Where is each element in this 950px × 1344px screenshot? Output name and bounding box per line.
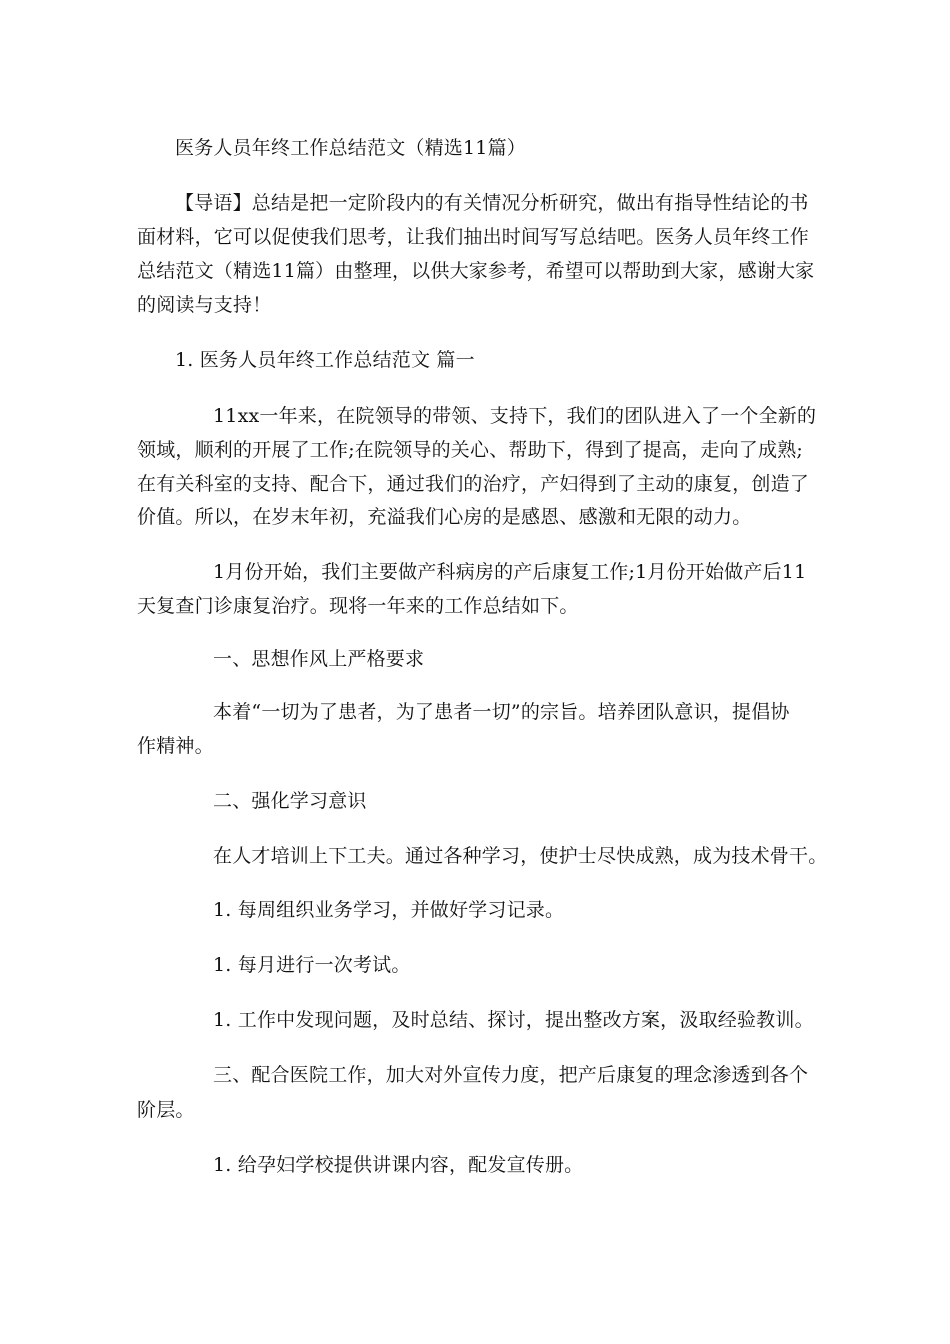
paragraph1-line-3: 在有关科室的支持、配合下，通过我们的治疗，产妇得到了主动的康复，创造了: [137, 473, 810, 495]
heading-one: 一、思想作风上严格要求: [213, 648, 425, 670]
list-item: 1. 给孕妇学校提供讲课内容，配发宣传册。: [213, 1154, 584, 1176]
intro-line-2: 面材料，它可以促使我们思考，让我们抽出时间写写总结吧。医务人员年终工作: [137, 226, 810, 248]
intro-line-1: 【导语】总结是把一定阶段内的有关情况分析研究，做出有指导性结论的书: [175, 192, 809, 214]
paragraph3-line-2: 作精神。: [137, 735, 214, 757]
paragraph2-line-2: 天复查门诊康复治疗。现将一年来的工作总结如下。: [137, 595, 579, 617]
intro-line-3: 总结范文（精选11篇）由整理，以供大家参考，希望可以帮助到大家，感谢大家: [137, 260, 815, 282]
list-item: 1. 每月进行一次考试。: [213, 954, 411, 976]
list-item: 1. 每周组织业务学习，并做好学习记录。: [213, 899, 565, 921]
intro-line-4: 的阅读与支持！: [137, 294, 272, 316]
list-item: 1. 工作中发现问题，及时总结、探讨，提出整改方案，汲取经验教训。: [213, 1009, 814, 1031]
paragraph3-line-1: 本着“一切为了患者，为了患者一切”的宗旨。培养团队意识，提倡协: [213, 701, 790, 723]
section-heading: 1. 医务人员年终工作总结范文 篇一: [175, 349, 475, 371]
document-title: 医务人员年终工作总结范文（精选11篇）: [175, 137, 526, 159]
heading-three-line-1: 三、配合医院工作，加大对外宣传力度，把产后康复的理念渗透到各个: [213, 1064, 809, 1086]
paragraph2-line-1: 1月份开始，我们主要做产科病房的产后康复工作;1月份开始做产后11: [213, 561, 807, 583]
paragraph1-line-4: 价值。所以，在岁末年初，充溢我们心房的是感恩、感激和无限的动力。: [137, 506, 752, 528]
paragraph1-line-2: 领域，顺利的开展了工作;在院领导的关心、帮助下，得到了提高，走向了成熟;: [137, 439, 804, 461]
heading-two: 二、强化学习意识: [213, 790, 367, 812]
heading-three-line-2: 阶层。: [137, 1099, 195, 1121]
paragraph1-line-1: 11xx一年来，在院领导的带领、支持下，我们的团队进入了一个全新的: [213, 405, 817, 427]
paragraph4: 在人才培训上下工夫。通过各种学习，使护士尽快成熟，成为技术骨干。: [213, 845, 828, 867]
